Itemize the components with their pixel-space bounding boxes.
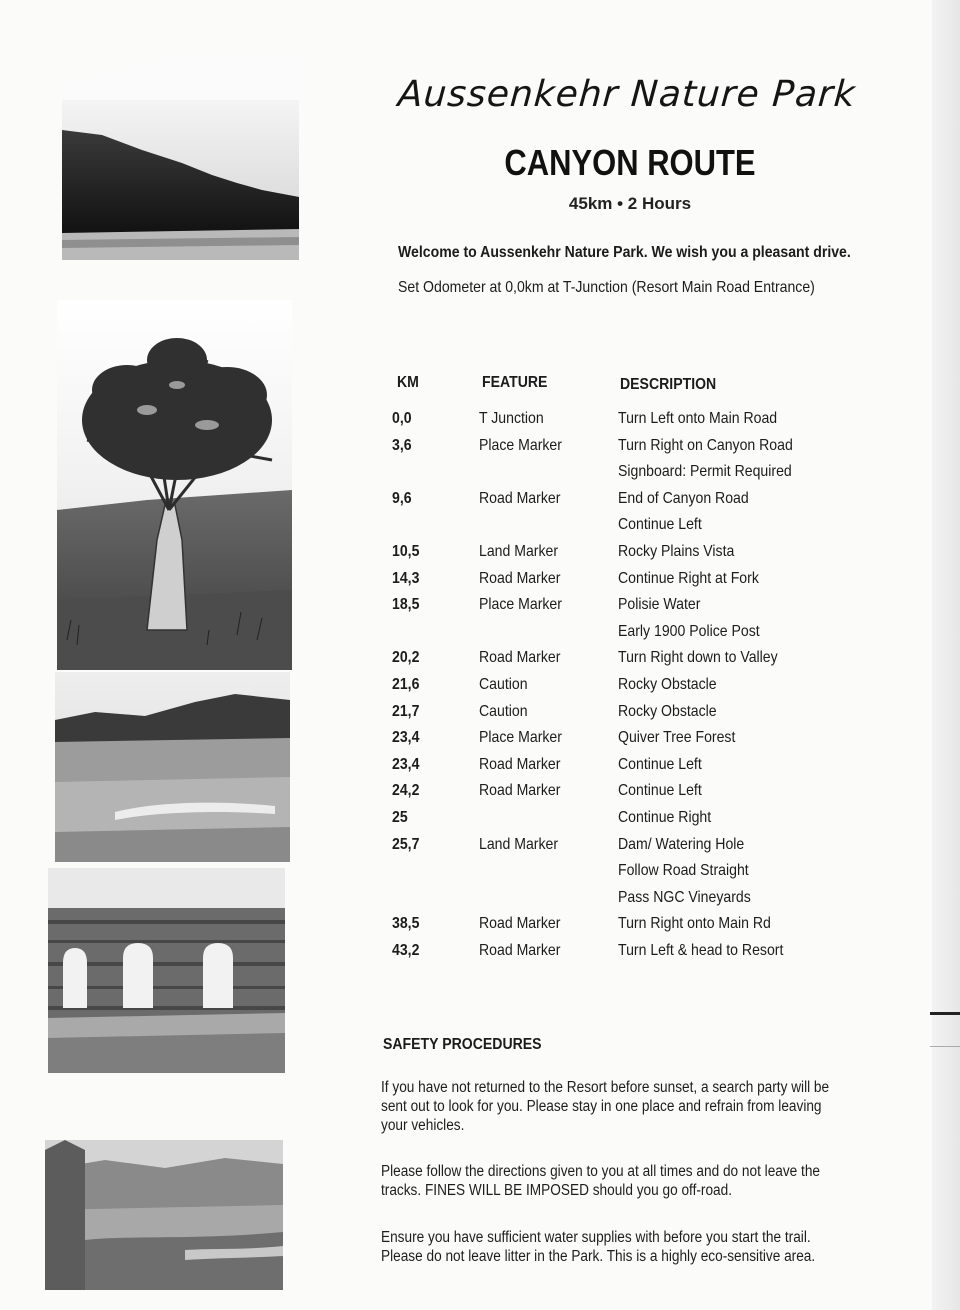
feature-cell: Road Marker	[479, 489, 561, 507]
description-column-header: DESCRIPTION	[620, 376, 717, 393]
description-cell: Pass NGC Vineyards	[618, 888, 751, 906]
mountain-landscape-photo	[45, 1140, 283, 1290]
table-row	[383, 858, 863, 885]
table-row	[383, 486, 863, 513]
table-row	[383, 752, 863, 779]
description-cell: Turn Right onto Main Rd	[618, 915, 771, 933]
table-row	[383, 433, 863, 460]
km-cell: 38,5	[392, 915, 420, 933]
description-cell: End of Canyon Road	[618, 489, 749, 507]
quiver-tree-photo	[57, 300, 292, 670]
feature-column-header: FEATURE	[482, 374, 548, 391]
description-cell: Continue Right	[618, 808, 712, 826]
route-title: CANYON ROUTE	[504, 142, 756, 183]
welcome-text: Welcome to Aussenkehr Nature Park. We wish you a pleasant drive.	[398, 244, 851, 261]
description-cell: Rocky Obstacle	[618, 675, 717, 693]
description-cell: Rocky Obstacle	[618, 702, 717, 720]
feature-cell: Land Marker	[479, 835, 559, 853]
feature-cell: Place Marker	[479, 729, 562, 747]
safety-procedures-heading: SAFETY PROCEDURES	[383, 1036, 542, 1053]
table-row	[383, 539, 863, 566]
km-cell: 20,2	[392, 649, 420, 667]
feature-cell: Road Marker	[479, 941, 561, 959]
table-row	[383, 512, 863, 539]
table-row	[383, 938, 863, 965]
table-row	[383, 805, 863, 832]
km-column-header: KM	[397, 374, 419, 391]
description-cell: Continue Left	[618, 516, 702, 534]
feature-cell: Road Marker	[479, 915, 561, 933]
km-cell: 25,7	[392, 835, 420, 853]
feature-cell: Caution	[479, 702, 528, 720]
km-cell: 21,6	[392, 675, 420, 693]
edge-mark	[930, 1012, 960, 1015]
description-cell: Turn Right on Canyon Road	[618, 436, 793, 454]
feature-cell: Road Marker	[479, 755, 561, 773]
table-row	[383, 725, 863, 752]
table-row	[383, 592, 863, 619]
table-row	[383, 406, 863, 433]
table-row	[383, 832, 863, 859]
table-row	[383, 911, 863, 938]
description-cell: Signboard: Permit Required	[618, 463, 792, 481]
km-cell: 10,5	[392, 542, 420, 560]
safety-paragraph-water: Ensure you have sufficient water supplies with before you start the trail. Please do not leave litter in the Park. This is a highly eco-sensitive area.	[381, 1229, 816, 1265]
description-cell: Turn Right down to Valley	[618, 649, 778, 667]
canyon-ridge-photo	[62, 55, 299, 260]
table-row	[383, 672, 863, 699]
description-cell: Continue Left	[618, 755, 702, 773]
km-cell: 43,2	[392, 941, 420, 959]
km-cell: 9,6	[392, 489, 412, 507]
description-cell: Continue Left	[618, 782, 702, 800]
km-cell: 23,4	[392, 729, 420, 747]
feature-cell: Place Marker	[479, 596, 562, 614]
edge-mark-secondary	[930, 1046, 960, 1047]
page-edge	[932, 0, 960, 1310]
table-row	[383, 459, 863, 486]
route-table	[383, 372, 863, 964]
km-cell: 0,0	[392, 410, 412, 427]
safety-paragraph-directions: Please follow the directions given to you at all times and do not leave the tracks. FINES WILL BE IMPOSED should you go off-road.	[381, 1163, 821, 1199]
km-cell: 21,7	[392, 702, 420, 720]
stone-ruin-photo	[48, 868, 285, 1073]
feature-cell: Caution	[479, 675, 528, 693]
odometer-instruction: Set Odometer at 0,0km at T-Junction (Resort Main Road Entrance)	[398, 279, 815, 296]
km-cell: 18,5	[392, 596, 420, 614]
table-row	[383, 885, 863, 912]
description-cell: Turn Left & head to Resort	[618, 941, 784, 959]
km-cell: 25	[392, 808, 408, 826]
feature-cell: T Junction	[479, 410, 544, 427]
table-row	[383, 699, 863, 726]
safety-paragraph-sunset: If you have not returned to the Resort before sunset, a search party will be sent out to look for you. Please stay in one place and refrain from leaving your vehicles.	[381, 1079, 830, 1134]
description-cell: Follow Road Straight	[618, 862, 749, 880]
description-cell: Quiver Tree Forest	[618, 729, 736, 747]
km-cell: 23,4	[392, 755, 420, 773]
park-name-title: Aussenkehr Nature Park	[396, 74, 858, 115]
feature-cell: Land Marker	[479, 542, 559, 560]
description-cell: Rocky Plains Vista	[618, 542, 735, 560]
km-cell: 3,6	[392, 436, 412, 454]
description-cell: Turn Left onto Main Road	[618, 410, 778, 427]
route-table-header	[383, 372, 863, 406]
feature-cell: Road Marker	[479, 782, 561, 800]
table-row	[383, 566, 863, 593]
description-cell: Early 1900 Police Post	[618, 622, 760, 640]
description-cell: Continue Right at Fork	[618, 569, 759, 587]
feature-cell: Place Marker	[479, 436, 562, 454]
river-valley-photo	[55, 672, 290, 862]
km-cell: 24,2	[392, 782, 420, 800]
feature-cell: Road Marker	[479, 569, 561, 587]
km-cell: 14,3	[392, 569, 420, 587]
feature-cell: Road Marker	[479, 649, 561, 667]
route-distance-duration: 45km • 2 Hours	[568, 194, 692, 213]
description-cell: Dam/ Watering Hole	[618, 835, 745, 853]
table-row	[383, 778, 863, 805]
table-row	[383, 619, 863, 646]
description-cell: Polisie Water	[618, 596, 701, 614]
table-row	[383, 645, 863, 672]
